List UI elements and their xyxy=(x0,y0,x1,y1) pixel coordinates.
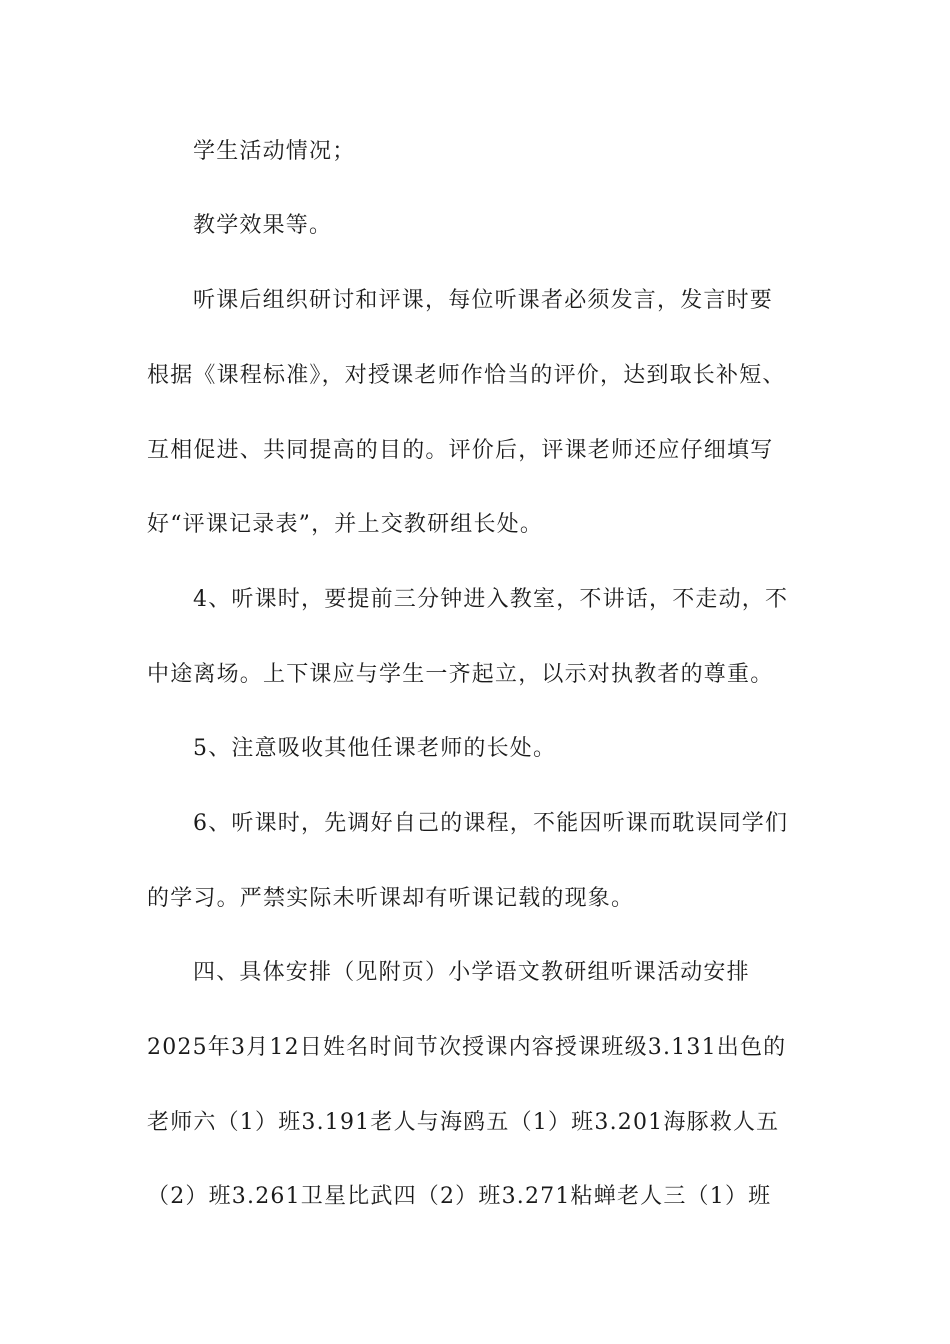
text-line-1: 学生活动情况； xyxy=(193,139,356,164)
text-line-11: 的学习。严禁实际未听课却有听课记载的现象。 xyxy=(147,886,635,911)
text-line-9: 5、注意吸收其他任课老师的长处。 xyxy=(193,736,557,761)
text-line-15: （2）班3.261卫星比武四（2）班3.271粘蝉老人三（1）班 xyxy=(147,1184,772,1209)
text-line-8: 中途离场。上下课应与学生一齐起立，以示对执教者的尊重。 xyxy=(147,662,774,687)
text-line-3: 听课后组织研讨和评课，每位听课者必须发言，发言时要 xyxy=(193,288,774,313)
text-line-6: 好“评课记录表”，并上交教研组长处。 xyxy=(147,512,544,537)
text-line-13: 2025年3月12日姓名时间节次授课内容授课班级3.131出色的 xyxy=(147,1035,787,1060)
text-line-2: 教学效果等。 xyxy=(193,213,333,238)
text-line-12: 四、具体安排（见附页）小学语文教研组听课活动安排 xyxy=(193,960,750,985)
text-line-10: 6、听课时，先调好自己的课程，不能因听课而耽误同学们 xyxy=(193,811,789,836)
text-line-4: 根据《课程标准》，对授课老师作恰当的评价，达到取长补短、 xyxy=(147,363,786,388)
text-line-14: 老师六（1）班3.191老人与海鸥五（1）班3.201海豚救人五 xyxy=(147,1110,780,1135)
text-line-5: 互相促进、共同提高的目的。评价后，评课老师还应仔细填写 xyxy=(147,438,774,463)
text-line-7: 4、听课时，要提前三分钟进入教室，不讲话，不走动，不 xyxy=(193,587,789,612)
